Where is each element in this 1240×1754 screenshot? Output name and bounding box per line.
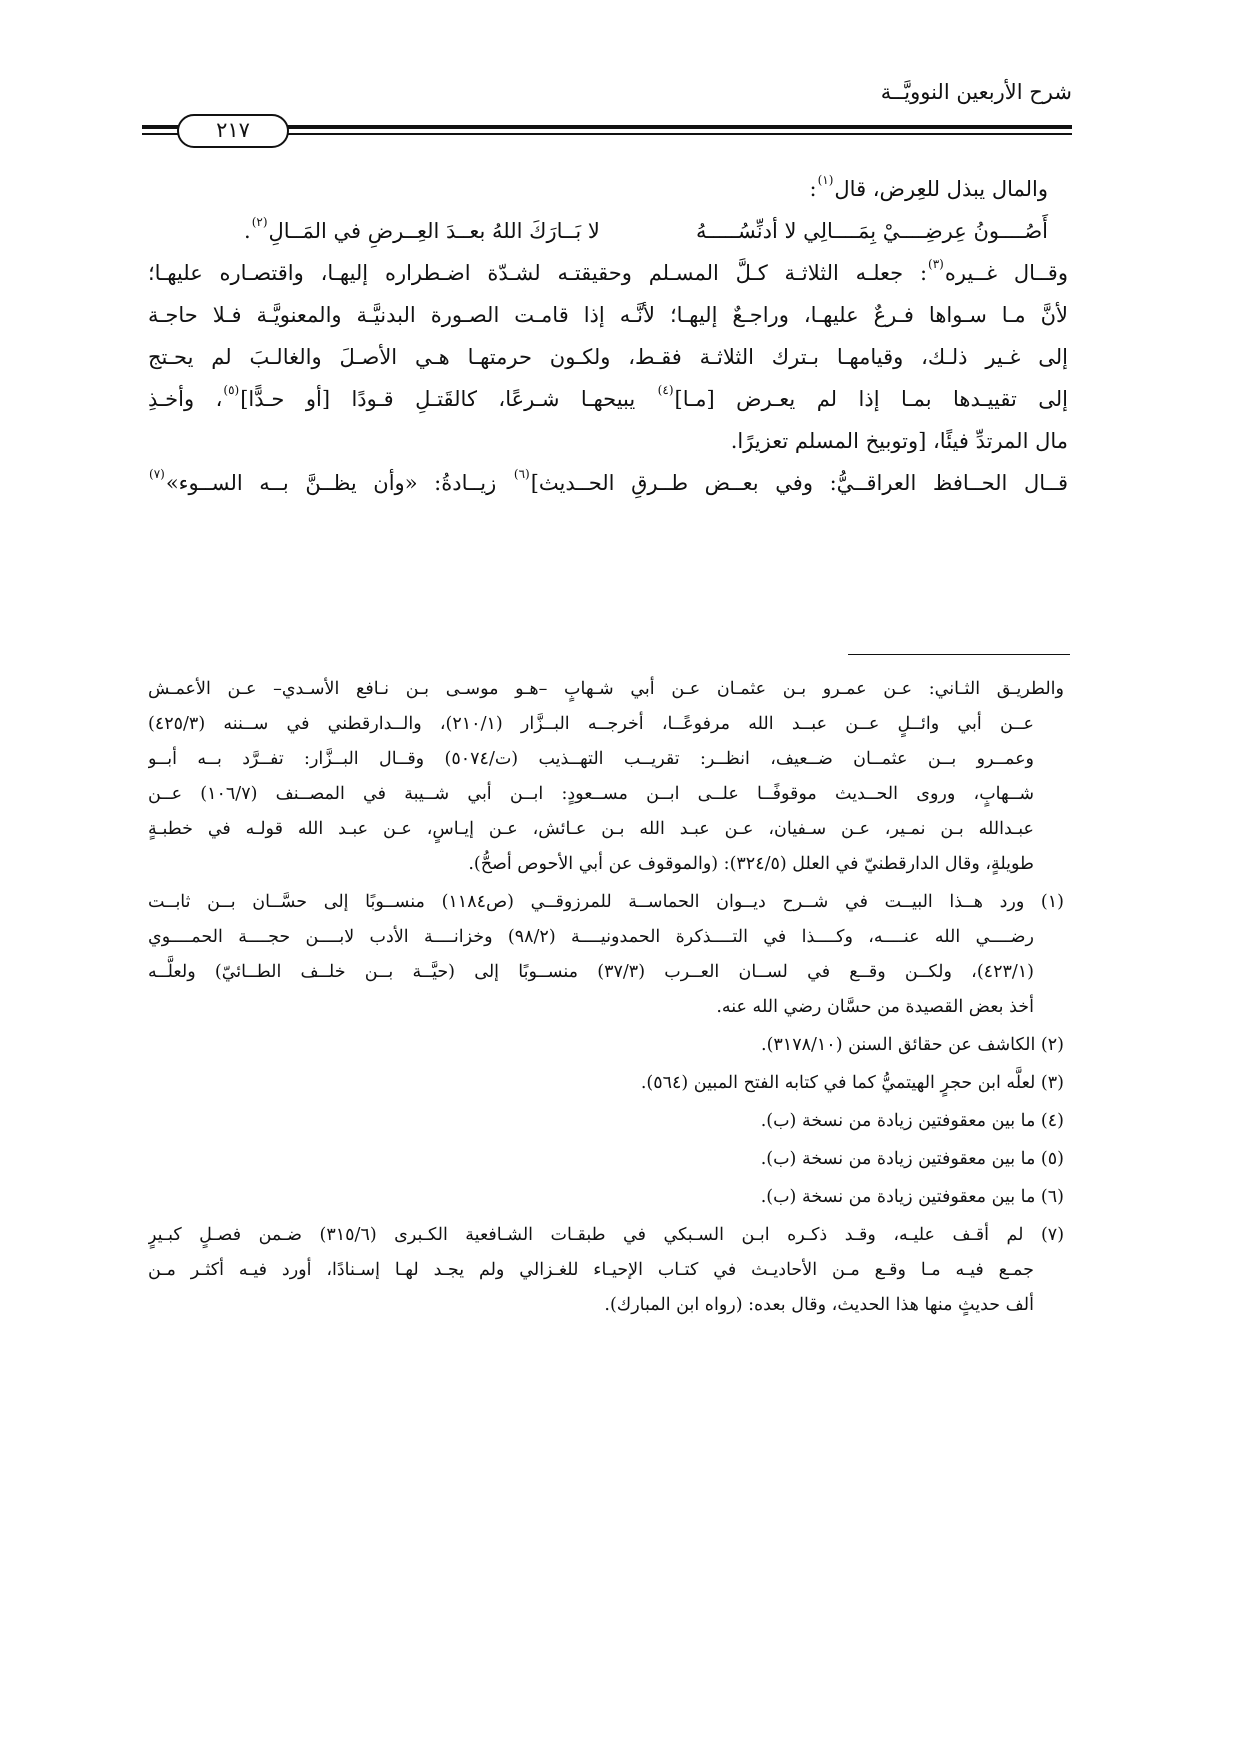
para1-l4b: يبيحهـا شـرعًا، كالقَتـلِ قـودًا [أو حـدًّا] bbox=[240, 387, 657, 411]
paragraph-line bbox=[148, 378, 1068, 420]
footnote-line: (٤٢٣/١)، ولكــن وقــع في لســان العــرب (٣٧/٣) منســوبًا إلى (حيَّــة بــن خلــف الطــائيّ) ولعلَّــه bbox=[148, 962, 1034, 982]
footnote-3: (٣) لعلَّه ابن حجرٍ الهيتميُّ كما في كتابه الفتح المبين (٥٦٤). bbox=[640, 1073, 1064, 1093]
intro-tail: : bbox=[809, 177, 817, 201]
paragraph-line: لأنَّ مـا سـواها فـرعٌ عليهـا، وراجـعٌ إليهـا؛ لأنَّـه إذا قامـت الصـورة البدنيَّـة والمعنويَّـة فـلا حاجـة bbox=[148, 303, 1068, 327]
footnote-line: جمـع فيـه مـا وقـع مـن الأحاديـث في كتـاب الإحيـاء للغـزالي ولم يجـد لهـا إسـنادًا، أورد فيـه أكثـر مـن bbox=[148, 1260, 1034, 1280]
footnote-line: عبـدالله بـن نمـير، عـن سـفيان، عـن عبـد الله بـن عـائش، عـن إيـاسٍ، عـن عبـد الله قولـه في خطبـةٍ bbox=[148, 819, 1034, 839]
footnote-1: (١) ورد هــذا البيــت في شــرح ديــوان الحماســة للمرزوقــي (ص١١٨٤) منســوبًا إلى حسَّــان بــن ثابــت bbox=[148, 892, 1064, 912]
para2-a: قــال الحــافظ العراقــيُّ: وفي بعــض طــرقِ الحــديث] bbox=[530, 471, 1068, 495]
book-title: شرح الأربعين النوويَّــة bbox=[880, 80, 1072, 104]
para1-l1b: : جعلـه الثلاثـة كـلَّ المسـلم وحقيقتـه لشـدّة اضـطراره إليهـا، واقتصـاره عليهـا؛ bbox=[148, 261, 928, 285]
footnote-line: والطريـق الثـاني: عـن عمـرو بـن عثمـان عـن أبي شـهابٍ –هـو موسـى بـن نـافع الأسـدي– عـن الأعمـش bbox=[148, 679, 1064, 699]
footnote-ref-6: (٦) bbox=[513, 467, 530, 481]
footnote-7: (٧) لم أقـف عليـه، وقـد ذكـره ابـن السـبكي في طبقـات الشـافعية الكـبرى (٣١٥/٦) ضـمن فصـلٍ كبـيرٍ bbox=[148, 1225, 1065, 1245]
para1-l4a: إلى تقييـدها بمـا إذا لم يعـرض [مـا] bbox=[674, 387, 1068, 411]
paragraph-line: مال المرتدِّ فيئًا، [وتوبيخ المسلم تعزيرًا. bbox=[730, 429, 1068, 453]
poem-verse bbox=[148, 210, 1068, 252]
verse-hemistich-2-wrap bbox=[244, 210, 600, 252]
para1-l1a: وقــال غــيره bbox=[944, 261, 1068, 285]
footnotes bbox=[148, 672, 1070, 1323]
footnote-ref-2: (٢) bbox=[251, 215, 268, 229]
footnote-ref-5: (٥) bbox=[223, 383, 240, 397]
footnote-5: (٥) ما بين معقوفتين زيادة من نسخة (ب). bbox=[760, 1149, 1064, 1169]
intro-text: والمال يبذل للعِرض، قال bbox=[834, 177, 1048, 201]
footnote-ref-1: (١) bbox=[817, 173, 834, 187]
page-number-badge: ٢١٧ bbox=[177, 114, 289, 148]
footnote-2: (٢) الكاشف عن حقائق السنن (٣١٧٨/١٠). bbox=[761, 1035, 1064, 1055]
para2-b: زيــادةُ: «وأن يظــنَّ بــه الســوء» bbox=[165, 471, 513, 495]
footnote-line: عــن أبي وائــلٍ عــن عبــد الله مرفوعًــا، أخرجــه البــزَّار (٢١٠/١)، والــدارقطني في ســننه (٤٢٥/٣) bbox=[148, 714, 1034, 734]
footnote-ref-4: (٤) bbox=[657, 383, 674, 397]
paragraph-line bbox=[148, 462, 1068, 504]
footnote-line: وعمــرو بــن عثمــان ضــعيف، انظــر: تقريــب التهــذيب (ت/٥٠٧٤) وقــال البــزَّار: تفــرَّد بــه أبــو bbox=[148, 749, 1034, 769]
para1-l4c: ، وأخـذِ bbox=[148, 387, 223, 411]
main-text bbox=[148, 168, 1068, 504]
verse-end: . bbox=[244, 219, 251, 243]
paragraph-line bbox=[148, 252, 1068, 294]
footnote-line: طويلةٍ، وقال الدارقطنيّ في العلل (٣٢٤/٥): (والموقوف عن أبي الأحوص أصحُّ). bbox=[468, 854, 1034, 874]
paragraph-line: إلى غـير ذلـك، وقيامهـا بـترك الثلاثـة فقـط، ولكـون حرمتهـا هـي الأصـلَ والغالـبَ لم يحـتج bbox=[148, 345, 1068, 369]
intro-line bbox=[148, 168, 1068, 210]
footnote-6: (٦) ما بين معقوفتين زيادة من نسخة (ب). bbox=[760, 1187, 1064, 1207]
verse-hemistich-2: لا بَــارَكَ اللهُ بعــدَ العِــرضِ في المَــالِ bbox=[268, 219, 600, 243]
footnote-line: رضــــي الله عنــــه، وكــــذا في التــــذكرة الحمدونيــــة (٩٨/٢) وخزانــــة الأدب لابــــن حجــــة الحمــــوي bbox=[148, 927, 1034, 947]
footnote-ref-7: (٧) bbox=[149, 467, 165, 481]
footnote-line: شــهابٍ، وروى الحــديث موقوفًــا علــى ابــن مســعودٍ: ابــن أبي شــيبة في المصــنف (١٠٦/٧) عــن bbox=[148, 784, 1034, 804]
footnote-line: أخذ بعض القصيدة من حسَّان رضي الله عنه. bbox=[716, 997, 1034, 1017]
footnote-separator bbox=[848, 654, 1070, 655]
verse-hemistich-1: أَصُــــونُ عِرضِــــيْ بِمَــــالِي لا أدنِّسُـــــهُ bbox=[696, 219, 1048, 243]
footnote-4: (٤) ما بين معقوفتين زيادة من نسخة (ب). bbox=[760, 1111, 1064, 1131]
footnote-ref-3: (٣) bbox=[928, 257, 944, 271]
footnote-line: ألف حديثٍ منها هذا الحديث، وقال بعده: (رواه ابن المبارك). bbox=[604, 1295, 1034, 1315]
